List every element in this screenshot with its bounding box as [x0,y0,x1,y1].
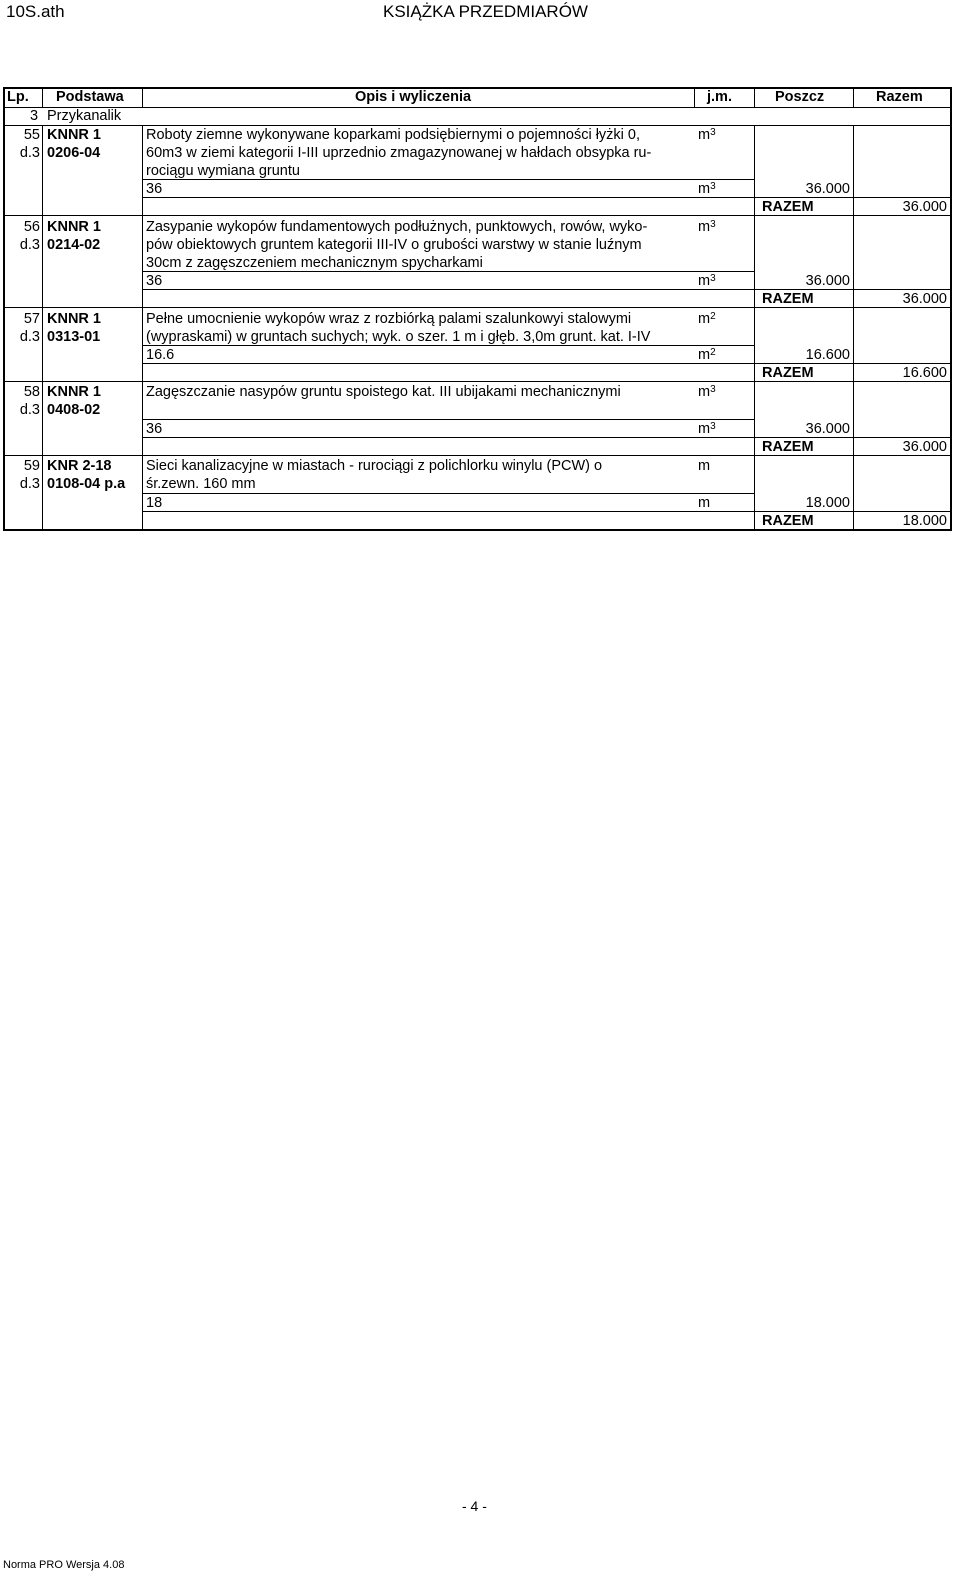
item-calc-unit: $m^3$ [698,273,716,289]
column-header-jm: j.m. [707,89,732,105]
section-name: Przykanalik [47,108,122,124]
item-lp: 59 [23,458,40,474]
item-description-line: Zasypanie wykopów fundamentowych podłużnych, punktowych, rowów, wyko- [146,219,648,235]
item-calc-unit: $m^3$ [698,421,716,437]
item-poszcz: 36.000 [805,421,850,437]
item-razem-label: RAZEM [762,439,814,455]
item-calc-value: 36 [146,181,163,197]
item-description-line: Zagęszczanie nasypów gruntu spoistego kat. III ubijakami mechanicznymi [146,384,621,400]
item-lp-suffix: d.3 [19,237,40,253]
item-lp: 57 [23,311,40,327]
item-code: KNNR 1 [47,219,101,235]
item-calc-unit: $m^3$ [698,181,716,197]
item-description-line: (wypraskami) w gruntach suchych; wyk. o szer. 1 m i głęb. 3,0m grunt. kat. I-IV [146,329,651,345]
item-description-line: 60m3 w ziemi kategorii I-III uprzednio zmagazynowanej w hałdach obsypka ru- [146,145,652,161]
column-header-opis: Opis i wyliczenia [355,89,472,105]
column-header-poszcz: Poszcz [775,89,825,105]
column-header-razem: Razem [876,89,923,105]
document-title: KSIĄŻKA PRZEDMIARÓW [383,2,588,21]
item-razem-label: RAZEM [762,291,814,307]
item-razem-value: 36.000 [902,199,947,215]
software-version: Norma PRO Wersja 4.08 [3,1559,125,1571]
item-code-number: 0214-02 [47,237,101,253]
item-code-number: 0108-04 p.a [47,476,126,492]
item-description-line: śr.zewn. 160 mm [146,476,256,492]
item-unit: $m^3$ [698,219,716,235]
item-unit: m [698,458,711,474]
item-razem-label: RAZEM [762,365,814,381]
item-description-line: pów obiektowych gruntem kategorii III-IV o grubości warstwy w stanie luźnym [146,237,642,253]
item-poszcz: 36.000 [805,181,850,197]
item-calc-value: 36 [146,421,163,437]
item-razem-label: RAZEM [762,513,814,529]
item-razem-label: RAZEM [762,199,814,215]
item-code-number: 0313-01 [47,329,101,345]
item-lp-suffix: d.3 [19,402,40,418]
item-lp: 56 [23,219,40,235]
item-calc-value: 36 [146,273,163,289]
item-calc-value: 18 [146,495,163,511]
item-razem-value: 36.000 [902,439,947,455]
item-poszcz: 16.600 [805,347,850,363]
item-code-number: 0206-04 [47,145,101,161]
item-lp-suffix: d.3 [19,145,40,161]
item-razem-value: 18.000 [902,513,947,529]
item-description-line: Roboty ziemne wykonywane koparkami podsiębiernymi o pojemności łyżki 0, [146,127,641,143]
column-header-lp: Lp. [7,89,29,105]
item-lp-suffix: d.3 [19,476,40,492]
column-header-podstawa: Podstawa [56,89,124,105]
item-description-line: 30cm z zagęszczeniem mechanicznym spycharkami [146,255,483,271]
item-razem-value: 16.600 [902,365,947,381]
item-calc-unit: $m^2$ [698,347,716,363]
item-description-line: Pełne umocnienie wykopów wraz z rozbiórką palami szalunkowyi stalowymi [146,311,632,327]
item-code: KNNR 1 [47,384,101,400]
item-unit: $m^2$ [698,311,716,327]
item-lp: 58 [23,384,40,400]
item-description-line: rociągu wymiana gruntu [146,163,300,179]
item-unit: $m^3$ [698,384,716,400]
item-razem-value: 36.000 [902,291,947,307]
item-code: KNNR 1 [47,311,101,327]
item-calc-unit: m [698,495,711,511]
section-number: 3 [30,108,39,124]
item-calc-value: 16.6 [146,347,175,363]
item-poszcz: 36.000 [805,273,850,289]
item-description-line: Sieci kanalizacyjne w miastach - rurociągi z polichlorku winylu (PCW) o [146,458,603,474]
file-name: 10S.ath [6,2,65,21]
item-unit: $m^3$ [698,127,716,143]
item-code: KNR 2-18 [47,458,112,474]
item-lp-suffix: d.3 [19,329,40,345]
item-code: KNNR 1 [47,127,101,143]
item-code-number: 0408-02 [47,402,101,418]
page-number: - 4 - [462,1498,487,1514]
item-poszcz: 18.000 [805,495,850,511]
item-lp: 55 [23,127,40,143]
